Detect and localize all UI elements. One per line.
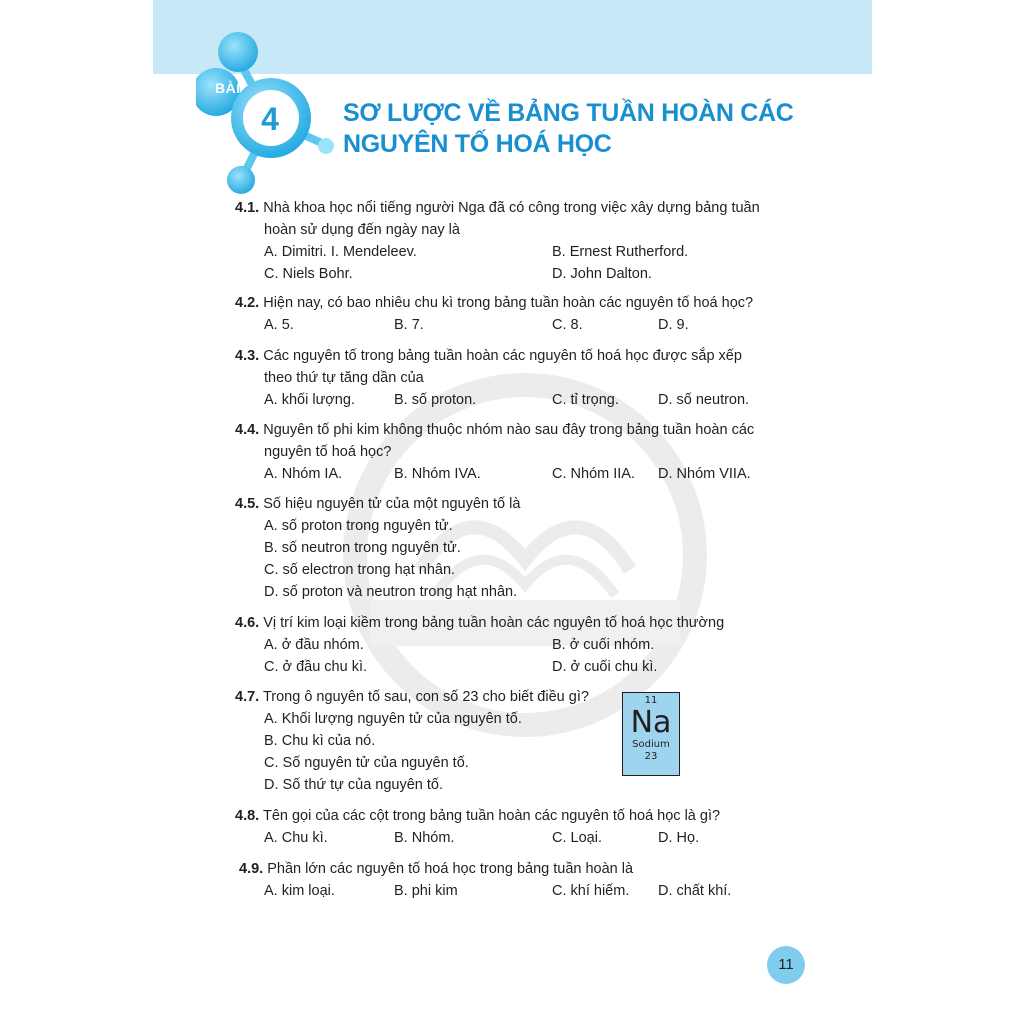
- option-c: C. ở đầu chu kì.: [264, 659, 368, 675]
- question-4-7: [235, 686, 815, 796]
- page-number: 11: [767, 946, 805, 984]
- element-atomic-number: 11: [644, 695, 658, 706]
- option-b: B. Nhóm IVA.: [394, 466, 481, 482]
- option-d: D. số neutron.: [658, 392, 750, 408]
- question-4-8: [235, 805, 815, 849]
- option-b: B. phi kim: [394, 883, 458, 899]
- option-c: C. Nhóm IIA.: [552, 466, 635, 482]
- question-4-5: [235, 493, 815, 603]
- question-number: 4.3.: [235, 348, 260, 364]
- question-stem-cont: theo thứ tự tăng dần của: [264, 370, 424, 386]
- option-c: C. khí hiếm.: [552, 883, 630, 899]
- question-4-1: [235, 197, 815, 285]
- question-4-2: [235, 292, 815, 336]
- option-c: C. tỉ trọng.: [552, 392, 619, 408]
- option-d: D. số proton và neutron trong hạt nhân.: [264, 584, 518, 600]
- lesson-label: BÀI: [215, 80, 241, 96]
- option-b: B. 7.: [394, 317, 424, 333]
- question-stem: Nguyên tố phi kim không thuộc nhóm nào sau đây trong bảng tuần hoàn các: [263, 422, 755, 438]
- element-mass: 23: [644, 751, 658, 762]
- question-4-3: [235, 345, 815, 411]
- question-stem: Các nguyên tố trong bảng tuần hoàn các nguyên tố hoá học được sắp xếp: [263, 348, 742, 364]
- option-a: A. Dimitri. I. Mendeleev.: [264, 244, 417, 260]
- option-d: D. Nhóm VIIA.: [658, 466, 751, 482]
- element-symbol: Na: [630, 705, 672, 740]
- question-stem: Trong ô nguyên tố sau, con số 23 cho biết điều gì?: [262, 689, 589, 705]
- question-stem: Phần lớn các nguyên tố hoá học trong bảng tuần hoàn là: [267, 861, 634, 877]
- question-4-4: [235, 419, 815, 485]
- option-b: B. ở cuối nhóm.: [552, 637, 655, 653]
- element-name: Sodium: [632, 739, 670, 750]
- title-line-2: NGUYÊN TỐ HOÁ HỌC: [343, 130, 612, 158]
- option-b: B. Nhóm.: [394, 830, 455, 846]
- option-b: B. số neutron trong nguyên tử.: [264, 540, 461, 556]
- page-title: [343, 98, 843, 160]
- question-stem-cont: nguyên tố hoá học?: [264, 444, 392, 460]
- question-number: 4.6.: [235, 615, 260, 631]
- option-c: C. 8.: [552, 317, 583, 333]
- option-a: A. số proton trong nguyên tử.: [264, 518, 453, 534]
- option-a: A. 5.: [264, 317, 294, 333]
- question-number: 4.1.: [235, 200, 260, 216]
- option-b: B. số proton.: [394, 392, 477, 408]
- option-a: A. khối lượng.: [264, 392, 355, 408]
- option-a: A. Chu kì.: [264, 830, 328, 846]
- option-c: C. Số nguyên tử của nguyên tố.: [264, 755, 469, 771]
- question-number: 4.8.: [235, 808, 260, 824]
- question-4-9: [239, 858, 819, 902]
- option-a: A. Khối lượng nguyên tử của nguyên tố.: [264, 711, 522, 727]
- question-number: 4.7.: [235, 689, 260, 705]
- option-a: A. Nhóm IA.: [264, 466, 343, 482]
- option-b: B. Ernest Rutherford.: [552, 244, 689, 260]
- question-stem: Tên gọi của các cột trong bảng tuần hoàn các nguyên tố hoá học là gì?: [262, 808, 721, 824]
- option-c: C. Niels Bohr.: [264, 266, 353, 282]
- lesson-number: 4: [261, 101, 279, 137]
- option-d: D. Họ.: [658, 830, 700, 846]
- question-number: 4.9.: [239, 861, 264, 877]
- option-d: D. chất khí.: [658, 883, 732, 899]
- element-cell-sodium: [622, 692, 680, 776]
- question-stem: Nhà khoa học nổi tiếng người Nga đã có công trong việc xây dựng bảng tuần: [263, 200, 760, 216]
- option-a: A. ở đầu nhóm.: [264, 637, 364, 653]
- option-a: A. kim loại.: [264, 883, 335, 899]
- option-c: C. số electron trong hạt nhân.: [264, 562, 456, 578]
- question-stem: Số hiệu nguyên tử của một nguyên tố là: [263, 496, 521, 512]
- question-number: 4.4.: [235, 422, 260, 438]
- question-number: 4.5.: [235, 496, 260, 512]
- question-number: 4.2.: [235, 295, 260, 311]
- option-d: D. ở cuối chu kì.: [552, 659, 658, 675]
- title-line-1: SƠ LƯỢC VỀ BẢNG TUẦN HOÀN CÁC: [343, 99, 794, 127]
- question-4-6: [235, 612, 815, 678]
- question-stem: Vị trí kim loại kiềm trong bảng tuần hoàn các nguyên tố hoá học thường: [263, 615, 725, 631]
- option-d: D. 9.: [658, 317, 689, 333]
- option-b: B. Chu kì của nó.: [264, 733, 376, 749]
- option-d: D. Số thứ tự của nguyên tố.: [264, 777, 444, 793]
- option-c: C. Loại.: [552, 830, 602, 846]
- question-stem: Hiện nay, có bao nhiêu chu kì trong bảng tuần hoàn các nguyên tố hoá học?: [263, 295, 754, 311]
- option-d: D. John Dalton.: [552, 266, 652, 282]
- question-stem-cont: hoàn sử dụng đến ngày nay là: [264, 222, 460, 238]
